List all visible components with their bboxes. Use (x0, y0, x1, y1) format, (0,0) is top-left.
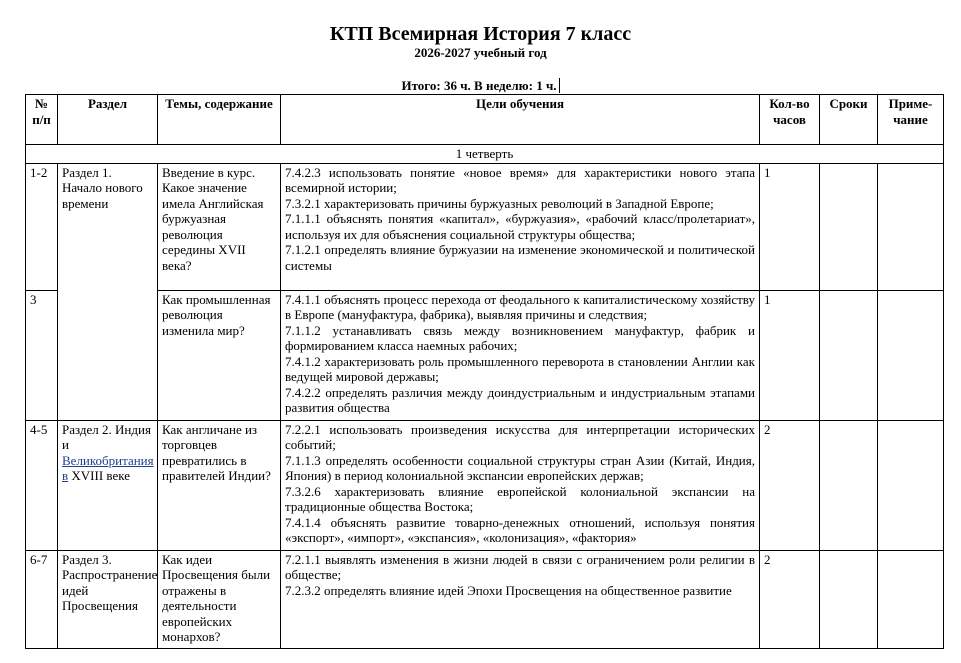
goal-item: 7.2.3.2 определять влияние идей Эпохи Просвещения на общественное развитие (285, 582, 732, 598)
goal-item: 7.1.2.1 определять влияние буржуазии на изменение экономической и политической системы (285, 242, 755, 273)
row-section (58, 420, 158, 550)
row-hours: 2 (760, 550, 820, 648)
quarter-row: 1 четверть (26, 145, 944, 164)
col-header-goals: Цели обучения (281, 95, 760, 145)
total-hours (0, 78, 961, 94)
row-topic: Как промышленная революция изменила мир? (158, 290, 281, 420)
goal-item: 7.3.2.1 характеризовать причины буржуазных революций в Западной Европе; (285, 195, 714, 211)
row-num: 6-7 (26, 550, 58, 648)
goal-item: 7.2.1.1 выявлять изменения в жизни людей в связи с ограничением роли религии в обществе; (285, 551, 755, 582)
row-num: 3 (26, 290, 58, 420)
row-section: Раздел 3. Распространение идей Просвещения (58, 550, 158, 648)
goal-item: 7.4.2.2 определять различия между доиндустриальным и индустриальным этапами развития общества (285, 384, 755, 415)
section-link[interactable]: Великобритания в (62, 452, 154, 483)
total-hours-text: Итого: 36 ч. В неделю: 1 ч. (401, 78, 557, 93)
row-topic: Как идеи Просвещения были отражены в деятельности европейских монархов? (158, 550, 281, 648)
row-note[interactable] (878, 550, 944, 648)
goal-item: 7.3.2.6 характеризовать влияние европейской колониальной экспансии на традиционные общества Востока; (285, 483, 755, 514)
text-cursor[interactable] (559, 78, 560, 93)
row-topic: Как англичане из торговцев превратились в правителей Индии? (158, 420, 281, 550)
goal-item: 7.1.1.2 устанавливать связь между возникновением мануфактур, фабрик и формированием класса наемных рабочих; (285, 322, 755, 353)
row-goals (281, 290, 760, 420)
goal-item: 7.4.1.4 объяснять развитие товарно-денежных отношений, используя понятия «экспорт», «импорт», «экспансия», «колонизация», «фактория» (285, 514, 755, 545)
school-year: 2026-2027 учебный год (414, 45, 547, 60)
goal-item: 7.4.1.1 объяснять процесс перехода от феодального к капиталистическому хозяйству в Европе (мануфактура, фабрика), выявляя причины и следствия; (285, 291, 755, 322)
goal-item: 7.2.2.1 использовать произведения искусства для интерпретации исторических событий; (285, 421, 755, 452)
goal-item: 7.4.2.3 использовать понятие «новое время» для характеристики нового этапа всемирной истории; (285, 164, 755, 195)
section-text: Раздел 2. Индия и (62, 421, 151, 452)
table-row (26, 550, 944, 648)
row-goals (281, 163, 760, 290)
row-dates[interactable] (820, 550, 878, 648)
col-header-num: № п/п (26, 95, 58, 145)
table-row (26, 420, 944, 550)
goal-item: 7.1.1.1 объяснять понятия «капитал», «буржуазия», «рабочий класс/пролетариат», используя их для объяснения социальной структуры общества; (285, 211, 755, 242)
row-num: 1-2 (26, 163, 58, 290)
row-num: 4-5 (26, 420, 58, 550)
col-header-section: Раздел (58, 95, 158, 145)
curriculum-table (25, 94, 944, 649)
row-dates[interactable] (820, 290, 878, 420)
col-header-hours: Кол-во часов (760, 95, 820, 145)
row-note[interactable] (878, 163, 944, 290)
goal-item: 7.1.1.3 определять особенности социальной структуры стран Азии (Китай, Индия, Япония) в период колониальной экспансии европейских держав; (285, 452, 755, 483)
goal-item: 7.4.1.2 характеризовать роль промышленного переворота в становлении Англии как ведущей мировой державы; (285, 353, 755, 384)
row-goals (281, 550, 760, 648)
row-section: Раздел 1. Начало нового времени (58, 163, 158, 420)
row-hours: 1 (760, 290, 820, 420)
row-topic: Введение в курс. Какое значение имела Английская буржуазная революция середины XVII века? (158, 163, 281, 290)
row-dates[interactable] (820, 420, 878, 550)
col-header-topic: Темы, содержание (158, 95, 281, 145)
table-row (26, 163, 944, 290)
row-note[interactable] (878, 420, 944, 550)
row-note[interactable] (878, 290, 944, 420)
col-header-dates: Сроки (820, 95, 878, 145)
row-dates[interactable] (820, 163, 878, 290)
section-text: XVIII веке (68, 468, 130, 483)
row-hours: 2 (760, 420, 820, 550)
row-hours: 1 (760, 163, 820, 290)
col-header-note: Приме-чание (878, 95, 944, 145)
row-goals (281, 420, 760, 550)
document-title: КТП Всемирная История 7 класс (329, 23, 632, 45)
table-row (26, 290, 944, 420)
